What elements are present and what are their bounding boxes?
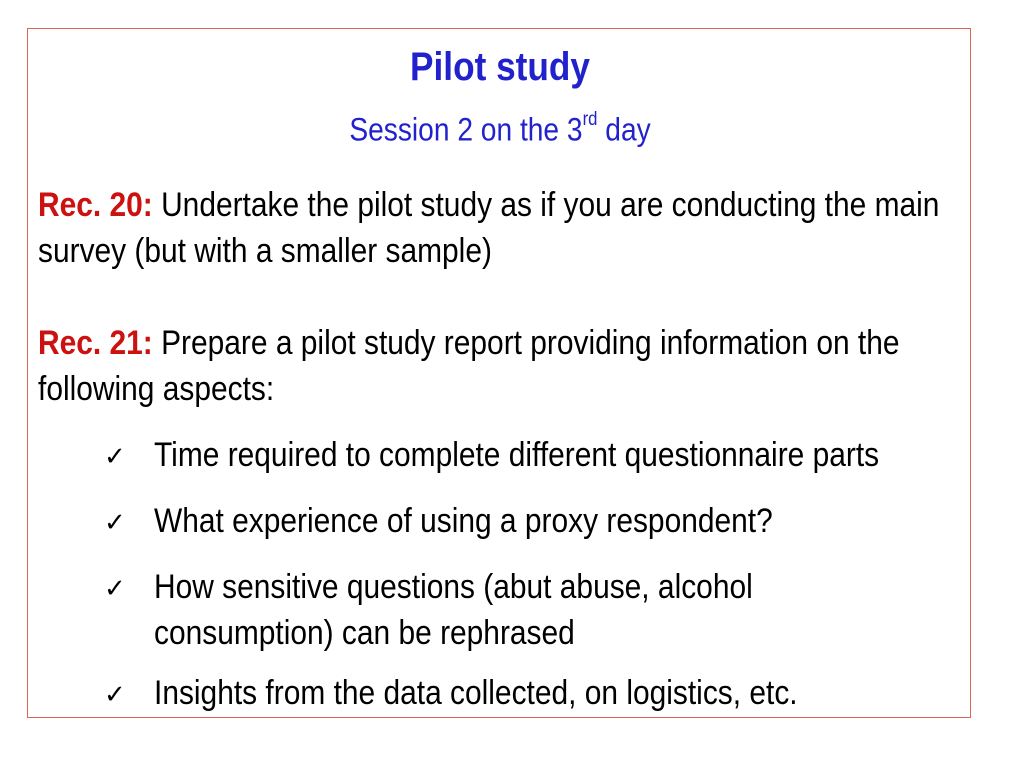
- checklist-item: [102, 670, 1012, 716]
- rec-21-paragraph: [38, 320, 944, 412]
- rec-20-paragraph: [38, 182, 944, 274]
- slide-subtitle: [60, 104, 940, 150]
- checklist-item: [102, 498, 1012, 544]
- rec-20-text: Undertake the pilot study as if you are conducting the main survey (but with a smaller sample): [38, 186, 940, 270]
- checkmark-icon: ✓: [104, 442, 126, 472]
- subtitle-superscript: rd: [582, 109, 598, 130]
- subtitle-prefix: Session 2 on the 3: [349, 111, 583, 148]
- checklist-item: [102, 564, 1012, 656]
- checklist-item: [102, 432, 1012, 478]
- checklist-item-text: Time required to complete different questionnaire parts: [154, 436, 880, 474]
- checkmark-icon: ✓: [104, 680, 126, 710]
- rec-20-label: Rec. 20:: [38, 186, 153, 224]
- slide-title: Pilot study: [410, 45, 590, 89]
- rec-21-label: Rec. 21:: [38, 324, 153, 362]
- checklist-item-text: Insights from the data collected, on logistics, etc.: [154, 674, 798, 712]
- aspects-checklist: [102, 432, 1012, 736]
- checklist-item-text: How sensitive questions (abut abuse, alcohol consumption) can be rephrased: [154, 568, 753, 652]
- checklist-item-text: What experience of using a proxy respondent?: [154, 502, 773, 540]
- subtitle-suffix: day: [597, 111, 651, 148]
- checkmark-icon: ✓: [104, 508, 126, 538]
- rec-21-text: Prepare a pilot study report providing information on the following aspects:: [38, 324, 900, 408]
- checkmark-icon: ✓: [104, 574, 126, 604]
